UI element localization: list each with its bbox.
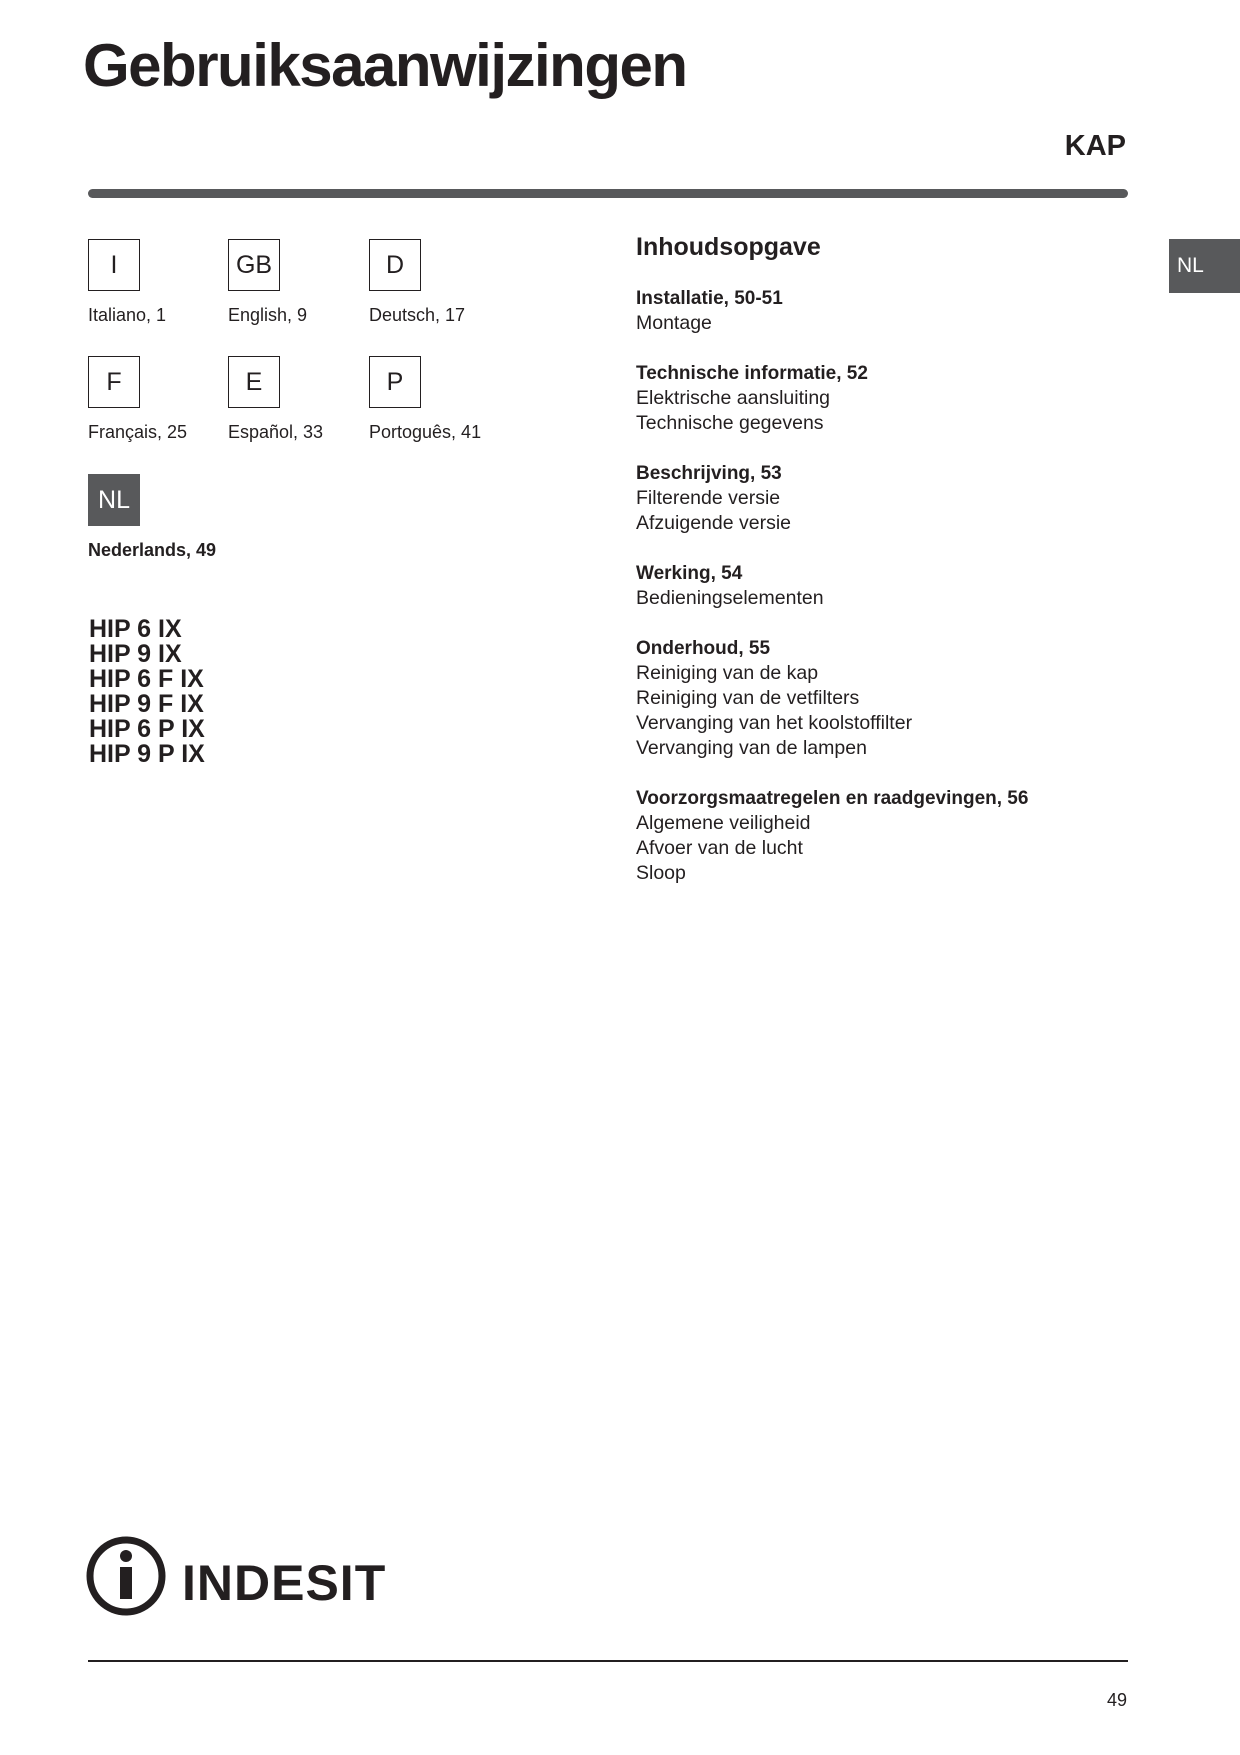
toc-section-installatie [636,286,1166,336]
toc-item: Sloop [636,862,686,884]
language-item-espanol [228,356,388,443]
model-name: HIP 9 IX [89,640,182,668]
toc-section-title: Technische informatie, 52 [636,363,868,384]
toc-item: Reiniging van de kap [636,662,819,684]
model-name: HIP 9 P IX [89,740,205,768]
model-name: HIP 9 F IX [89,690,204,718]
model-name: HIP 6 F IX [89,665,204,693]
language-item-francais [88,356,248,443]
language-label: Français, 25 [88,422,188,442]
toc-section-title: Onderhoud, 55 [636,638,771,659]
toc-item: Montage [636,312,712,334]
page-title: Gebruiksaanwijzingen [83,32,687,99]
side-language-tab: NL [1169,239,1240,293]
language-item-portogues [369,356,529,443]
toc-item: Reiniging van de vetfilters [636,687,860,709]
indesit-logo [86,1534,386,1618]
toc-heading: Inhoudsopgave [636,233,821,261]
language-item-italiano [88,239,248,326]
language-label: Italiano, 1 [88,305,167,325]
toc-section-title: Beschrijving, 53 [636,463,782,484]
language-label: Español, 33 [228,422,324,442]
brand-wordmark: INDESIT [182,1555,386,1611]
language-code-box: I [88,239,140,291]
toc-section-onderhoud [636,636,1166,761]
language-code-box: P [369,356,421,408]
toc-item: Elektrische aansluiting [636,387,831,409]
model-name: HIP 6 IX [89,615,182,643]
toc-item: Vervanging van de lampen [636,737,867,759]
language-code-box: GB [228,239,280,291]
toc-section-voorzorgsmaatregelen [636,786,1166,886]
page-number: 49 [1106,1690,1127,1710]
language-code-box: E [228,356,280,408]
toc-section-title: Installatie, 50-51 [636,288,783,309]
model-name: HIP 6 P IX [89,715,205,743]
toc-item: Afvoer van de lucht [636,837,803,859]
language-code-box-active: NL [88,474,140,526]
toc-item: Afzuigende versie [636,512,792,534]
product-type: KAP [1064,130,1126,162]
toc-item: Vervanging van het koolstoffilter [636,712,913,734]
language-label-active: Nederlands, 49 [88,540,217,560]
toc-item: Filterende versie [636,487,781,509]
toc-section-beschrijving [636,461,1166,536]
toc-section-technische-informatie [636,361,1166,436]
language-code-box: F [88,356,140,408]
language-label: Portoguês, 41 [369,422,482,442]
language-label: English, 9 [228,305,308,325]
language-item-deutsch [369,239,529,326]
table-of-contents [636,232,1166,911]
language-label: Deutsch, 17 [369,305,466,325]
language-code-box: D [369,239,421,291]
footer-divider [88,1660,1128,1662]
header-divider [88,189,1128,198]
language-item-english [228,239,388,326]
toc-item: Technische gegevens [636,412,824,434]
model-list [89,617,205,767]
language-item-nederlands [88,474,248,561]
toc-item: Bedieningselementen [636,587,824,609]
toc-section-title: Voorzorgsmaatregelen en raadgevingen, 56 [636,788,1029,809]
toc-item: Algemene veiligheid [636,812,811,834]
toc-section-werking [636,561,1166,611]
toc-section-title: Werking, 54 [636,563,743,584]
